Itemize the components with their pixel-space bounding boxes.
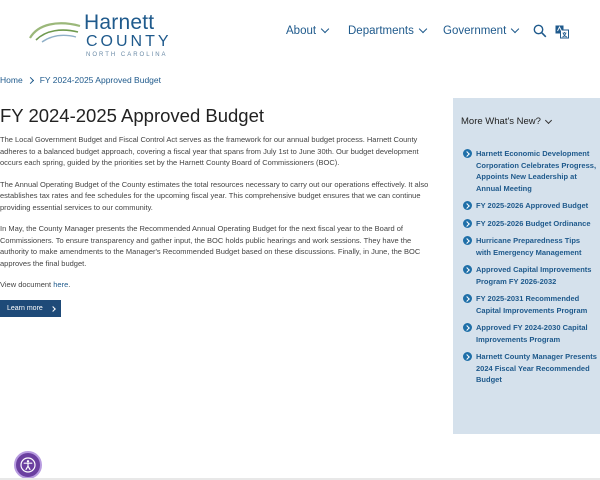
arrow-circle-icon: [463, 352, 472, 361]
breadcrumb-current[interactable]: FY 2024-2025 Approved Budget: [39, 75, 161, 85]
process-paragraph: In May, the County Manager presents the Recommended Annual Operating Budget for the next fiscal year to the Board of Commissioners. To ensure transparency and gather input, the BOC holds public hearings and work sessions. They have the authority to make amendments to the Manager's Recommended Budget based on these discussions. Finally, in June, the BOC approves the final budget.: [0, 224, 421, 268]
whats-new-sidebar: [453, 98, 600, 434]
view-document-line: [0, 279, 430, 291]
view-document-link[interactable]: here: [53, 280, 69, 289]
news-item[interactable]: [463, 264, 597, 287]
nav-departments-label: Departments: [348, 25, 414, 37]
news-item-label: Approved Capital Improvements Program FY 2026-2032: [476, 265, 592, 286]
breadcrumb: [0, 75, 161, 85]
translate-button[interactable]: [555, 25, 569, 39]
nav-about-label: About: [286, 25, 317, 37]
learn-more-label: Learn more: [7, 305, 43, 312]
news-item[interactable]: [463, 293, 597, 316]
learn-more-button[interactable]: [0, 300, 61, 317]
accessibility-icon: [20, 457, 36, 473]
arrow-circle-icon: [463, 219, 472, 228]
news-item[interactable]: [463, 218, 597, 230]
accessibility-button[interactable]: [14, 451, 42, 479]
news-item[interactable]: [463, 322, 597, 345]
news-item-label: FY 2025-2026 Approved Budget: [476, 201, 589, 210]
site-header: [0, 0, 600, 64]
arrow-circle-icon: [463, 323, 472, 332]
chevron-down-icon: [545, 116, 552, 123]
county-logo[interactable]: [28, 11, 172, 58]
chevron-right-icon: [50, 306, 56, 312]
news-item-label: Approved FY 2024-2030 Capital Improvements Program: [476, 323, 588, 344]
nav-departments[interactable]: [348, 25, 426, 37]
logo-mark-icon: [28, 18, 84, 44]
arrow-circle-icon: [463, 236, 472, 245]
news-list: [463, 148, 597, 392]
arrow-circle-icon: [463, 201, 472, 210]
news-item-label: Harnett County Manager Presents 2024 Fiscal Year Recommended Budget: [476, 352, 597, 384]
chevron-down-icon: [321, 25, 329, 33]
news-item[interactable]: [463, 148, 597, 194]
chevron-down-icon: [511, 25, 519, 33]
arrow-circle-icon: [463, 294, 472, 303]
news-item[interactable]: [463, 351, 597, 386]
search-icon: [533, 24, 547, 38]
translate-icon: [555, 25, 569, 39]
news-item-label: Hurricane Preparedness Tips with Emergency Management: [476, 236, 582, 257]
news-item-label: Harnett Economic Development Corporation Celebrates Progress, Appoints New Leadership at Annual Meeting: [476, 149, 597, 193]
view-document-prefix: View document: [0, 280, 54, 289]
page-title: FY 2024-2025 Approved Budget: [0, 105, 265, 126]
logo-county: COUNTY: [86, 33, 172, 50]
nav-about[interactable]: [286, 25, 328, 37]
arrow-circle-icon: [463, 149, 472, 158]
nav-government-label: Government: [443, 25, 507, 37]
breadcrumb-home[interactable]: Home: [0, 75, 23, 85]
view-document-suffix: .: [68, 280, 71, 289]
news-item-label: FY 2025-2026 Budget Ordinance: [476, 218, 591, 228]
operating-budget-paragraph: The Annual Operating Budget of the County estimates the total resources necessary to carry out our operations effectively. It also establishes tax rates and fee schedules for the upcoming fiscal year. This comprehensive budget ensures that we can continue providing essential services to our community.: [0, 179, 429, 212]
sidebar-title[interactable]: [461, 116, 551, 127]
arrow-circle-icon: [463, 265, 472, 274]
sidebar-title-label: More What's New?: [461, 116, 541, 127]
nav-government[interactable]: [443, 25, 518, 37]
news-item-label: FY 2025-2031 Recommended Capital Improvements Program: [476, 294, 588, 315]
intro-paragraph: The Local Government Budget and Fiscal Control Act serves as the framework for our annual budget process. Harnett County adheres to a balanced budget approach, covering a fiscal year that spans from July 1st to June 30th. Our budget development occurs each spring, guided by the priorities set by the Harnett County Board of Commissioners (BOC).: [0, 135, 419, 167]
chevron-right-icon: [27, 76, 34, 83]
logo-name: Harnett: [84, 11, 155, 34]
news-item[interactable]: [463, 235, 597, 258]
search-button[interactable]: [533, 24, 547, 38]
news-item[interactable]: [463, 200, 597, 212]
logo-state: NORTH CAROLINA: [86, 52, 168, 58]
main-content: [0, 134, 430, 301]
chevron-down-icon: [419, 25, 427, 33]
